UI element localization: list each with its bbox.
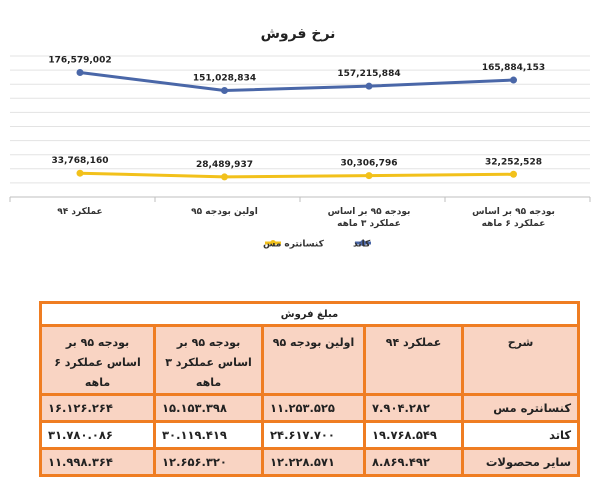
table-cell: ۱۲.۲۲۸.۵۷۱ [263, 449, 365, 476]
table-header-row [41, 326, 579, 395]
data-point [366, 83, 373, 90]
table-row [41, 422, 579, 449]
x-tick-label: عملکرد ۹۴ [57, 207, 103, 217]
table-cell: ۱۱.۲۵۳.۵۲۵ [263, 395, 365, 422]
table-cell: ۱۵.۱۵۳.۳۹۸ [155, 395, 263, 422]
data-point [77, 69, 84, 76]
data-label: 151,028,834 [192, 73, 257, 84]
data-point [510, 171, 517, 178]
chart-series [48, 56, 545, 181]
data-label: 30,306,796 [340, 158, 398, 169]
x-axis-labels [57, 207, 555, 229]
data-point [221, 173, 228, 180]
table-cell: ۱۱.۹۹۸.۳۶۴ [41, 449, 155, 476]
table-cell: ۲۴.۶۱۷.۷۰۰ [263, 422, 365, 449]
table-cell: ۸.۸۶۹.۴۹۲ [365, 449, 463, 476]
header-budget-3-month: بودجه ۹۵ بر اساس عملکرد ۳ ماهه [155, 326, 263, 395]
chart-legend [263, 240, 371, 250]
series-line [80, 73, 514, 91]
table-row [41, 395, 579, 422]
x-tick-label: بودجه ۹۵ بر اساس عملکرد ۶ ماهه [472, 207, 555, 229]
row-label: کنسانتره مس [463, 395, 579, 422]
sales-amount-table [39, 301, 580, 477]
header-budget-6-month: بودجه ۹۵ بر اساس عملکرد ۶ ماهه [41, 326, 155, 395]
header-performance-94: عملکرد ۹۴ [365, 326, 463, 395]
table-cell: ۷.۹۰۴.۲۸۲ [365, 395, 463, 422]
row-label: کاتد [463, 422, 579, 449]
table-cell: ۳۱.۷۸۰.۰۸۶ [41, 422, 155, 449]
data-label: 176,579,002 [48, 55, 112, 66]
chart-title: نرخ فروش [260, 26, 336, 42]
data-label: 33,768,160 [51, 156, 109, 167]
table-row [41, 449, 579, 476]
data-point [221, 87, 228, 94]
data-label: 157,215,884 [337, 69, 401, 80]
table-cell: ۱۹.۷۶۸.۵۴۹ [365, 422, 463, 449]
data-point [510, 77, 517, 84]
legend-label: کنسانتره مس [263, 239, 324, 250]
header-description: شرح [463, 326, 579, 395]
table-caption: مبلغ فروش [41, 303, 579, 326]
data-label: 28,489,937 [196, 159, 253, 170]
data-label: 32,252,528 [485, 157, 542, 168]
chart-gridlines [10, 56, 590, 202]
x-tick-label: اولین بودجه ۹۵ [191, 207, 258, 217]
data-point [366, 172, 373, 179]
legend-label: کاتد [353, 239, 371, 250]
x-tick-label: بودجه ۹۵ بر اساس عملکرد ۳ ماهه [327, 207, 411, 229]
row-label: سایر محصولات [463, 449, 579, 476]
table-cell: ۱۲.۶۵۶.۳۲۰ [155, 449, 263, 476]
legend-item [353, 240, 371, 250]
legend-item [263, 240, 325, 250]
table-cell: ۳۰.۱۱۹.۴۱۹ [155, 422, 263, 449]
data-point [77, 170, 84, 177]
data-label: 165,884,153 [481, 63, 546, 74]
table-cell: ۱۶.۱۲۶.۲۶۴ [41, 395, 155, 422]
header-first-budget-95: اولین بودجه ۹۵ [263, 326, 365, 395]
series-line [80, 173, 514, 177]
